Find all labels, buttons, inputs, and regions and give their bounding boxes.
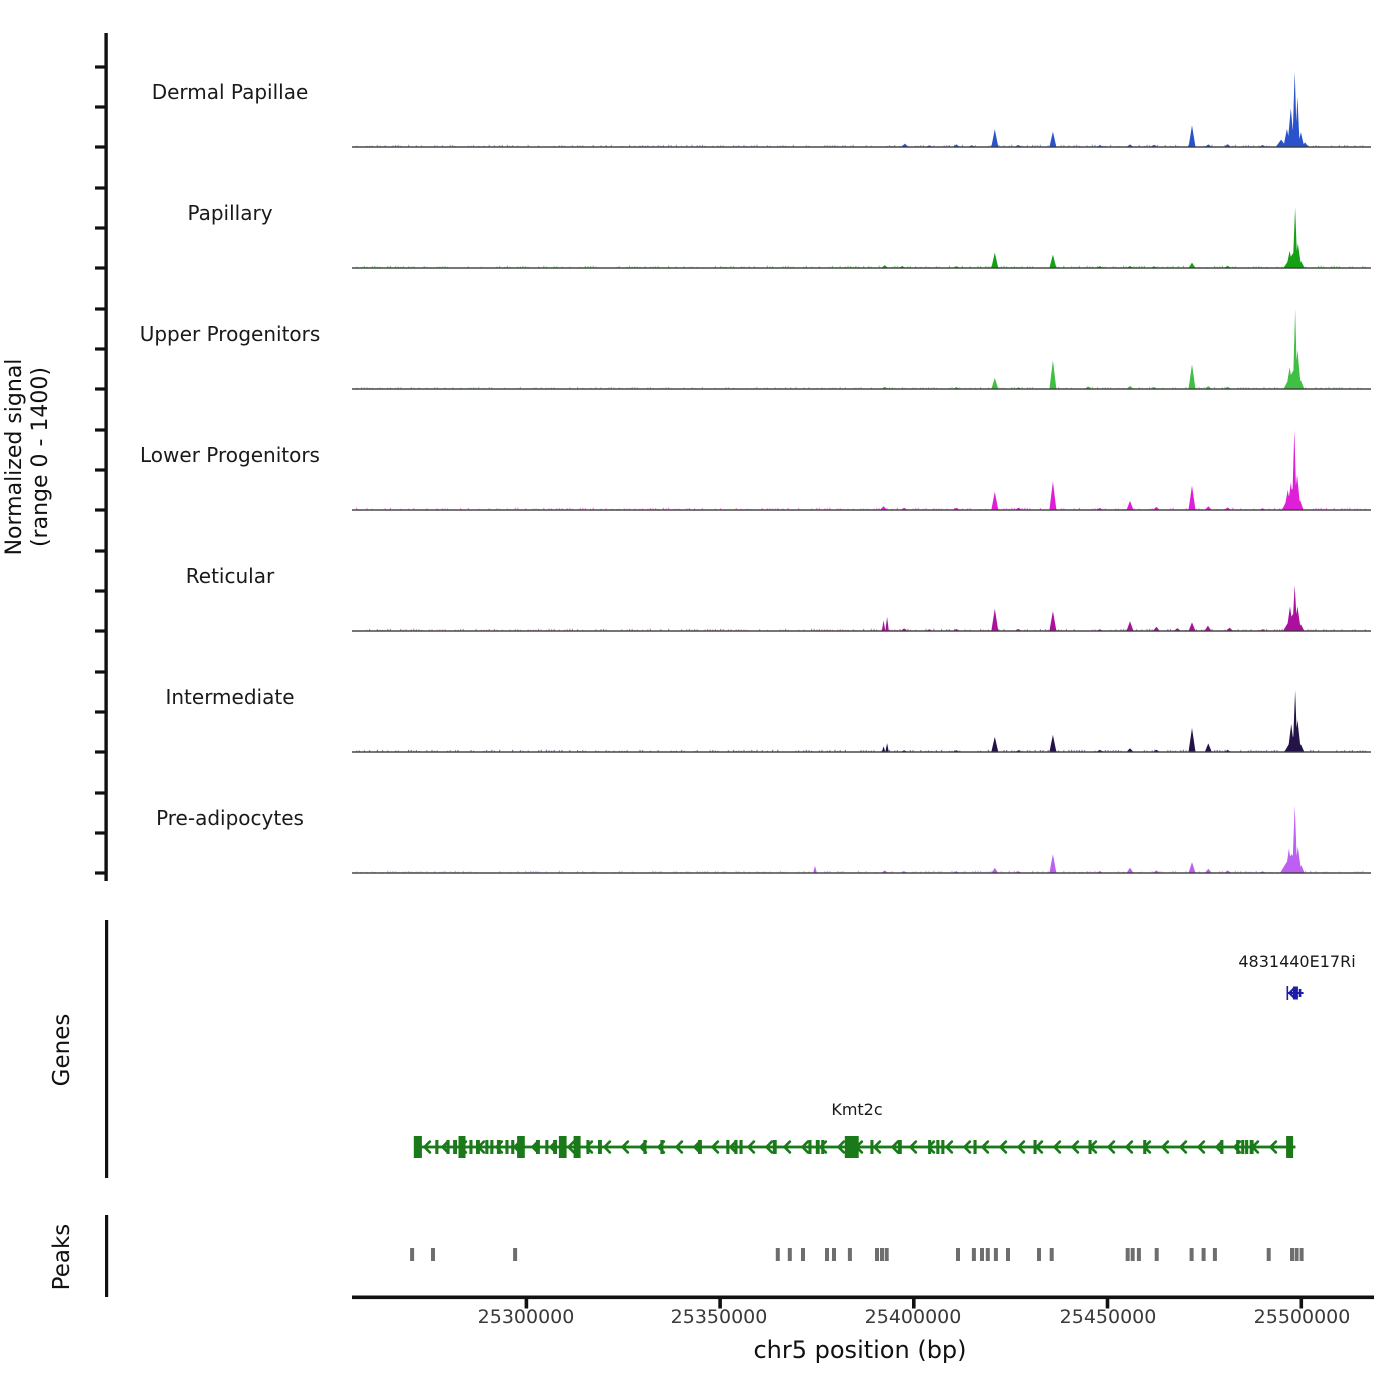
x-tick-25350000: 25350000 <box>670 1306 768 1328</box>
gene-label-4831440E17Ri: 4831440E17Ri <box>1238 952 1356 971</box>
x-axis-title: chr5 position (bp) <box>753 1336 967 1364</box>
y-axis-label-line1: Normalized signal <box>2 358 27 556</box>
track-label-papillary: Papillary <box>187 201 273 225</box>
peaks-track <box>410 1248 1304 1261</box>
gene-4831440E17Ri <box>1287 986 1304 1000</box>
x-tick-25450000: 25450000 <box>1059 1306 1157 1328</box>
track-label-reticular: Reticular <box>185 564 275 588</box>
signal-track-dermal-papillae <box>352 72 1371 148</box>
track-label-pre-adipocytes: Pre-adipocytes <box>156 806 304 830</box>
x-tick-25500000: 25500000 <box>1253 1306 1351 1328</box>
peaks-axis-label: Peaks <box>49 1223 75 1291</box>
y-axis-label <box>2 247 54 667</box>
track-label-upper-progenitors: Upper Progenitors <box>139 322 321 346</box>
track-label-intermediate: Intermediate <box>165 685 295 709</box>
gene-Kmt2c <box>414 1136 1296 1158</box>
x-tick-25400000: 25400000 <box>864 1306 962 1328</box>
genes-axis-line <box>105 920 108 1178</box>
signal-track-lower-progenitors <box>352 430 1371 511</box>
peaks-axis-line <box>105 1215 108 1297</box>
track-label-dermal-papillae: Dermal Papillae <box>151 80 309 104</box>
track-label-lower-progenitors: Lower Progenitors <box>140 443 320 467</box>
signal-track-intermediate <box>352 690 1371 752</box>
genes-axis-label: Genes <box>49 1013 75 1087</box>
signal-track-upper-progenitors <box>352 309 1371 390</box>
signal-track-papillary <box>352 207 1371 268</box>
signal-track-reticular <box>352 585 1371 631</box>
x-tick-25300000: 25300000 <box>477 1306 575 1328</box>
y-axis-label-line2: (range 0 - 1400) <box>28 366 53 548</box>
gene-label-Kmt2c: Kmt2c <box>831 1100 883 1119</box>
signal-track-pre-adipocytes <box>352 806 1371 874</box>
